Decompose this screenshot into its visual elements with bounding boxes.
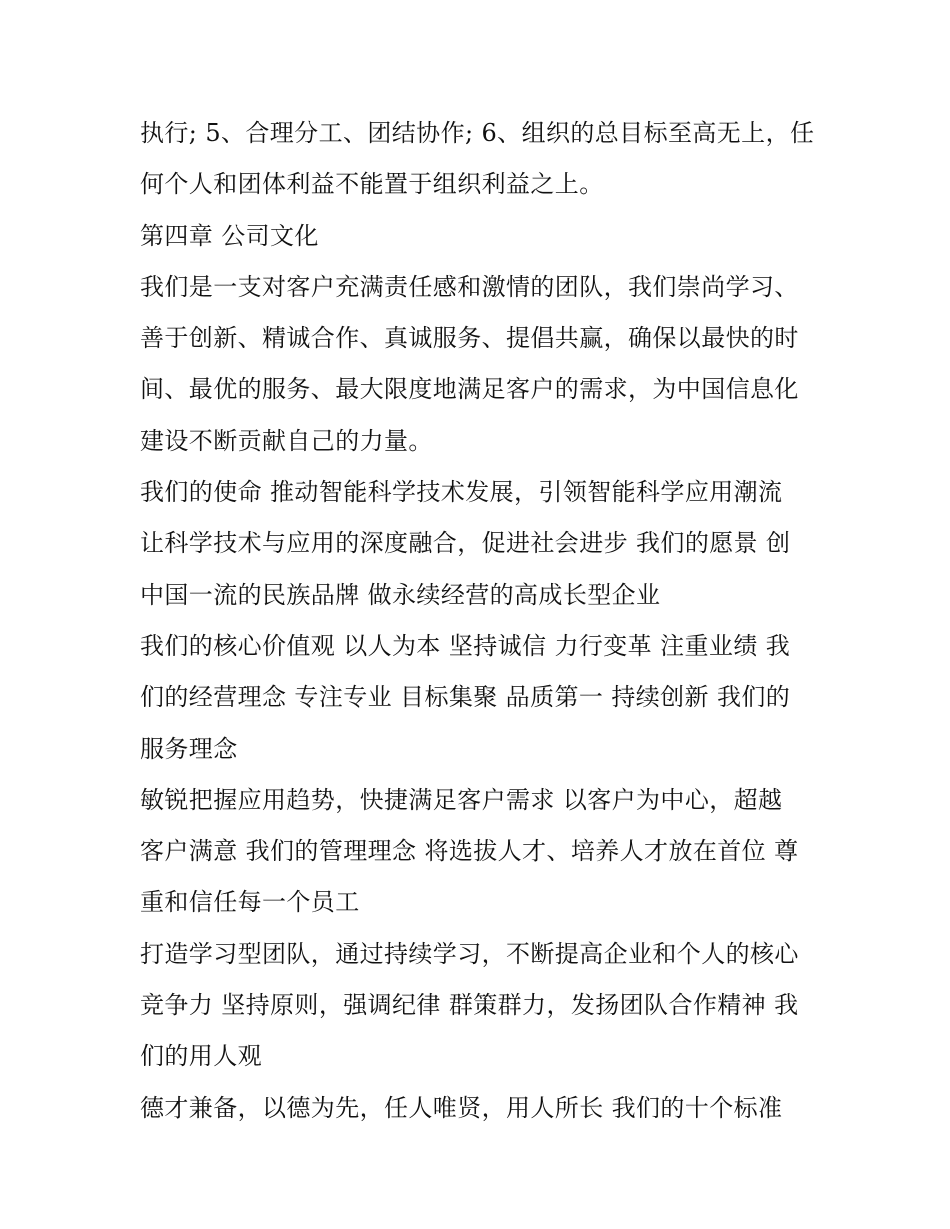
text-line: 服务理念 — [140, 734, 238, 763]
text-line: 重和信任每一个员工 — [140, 888, 360, 917]
text-line: 打造学习型团队，通过持续学习，不断提高企业和个人的核心 — [140, 939, 799, 968]
text-line: 敏锐把握应用趋势，快捷满足客户需求 以客户为中心，超越 — [140, 785, 783, 814]
document-body — [140, 108, 820, 1134]
text-line: 我们的使命 推动智能科学技术发展，引领智能科学应用潮流 — [140, 478, 783, 507]
text-line: 执行; 5、合理分工、团结协作; 6、组织的总目标至高无上，任 — [140, 119, 815, 147]
text-line: 让科学技术与应用的深度融合，促进社会进步 我们的愿景 创 — [140, 529, 791, 558]
text-line: 善于创新、精诚合作、真诚服务、提倡共赢，确保以最快的时 — [140, 324, 799, 353]
text-line: 我们是一支对客户充满责任感和激情的团队，我们崇尚学习、 — [140, 272, 799, 301]
text-line: 建设不断贡献自己的力量。 — [140, 426, 433, 455]
chapter-heading: 第四章 公司文化 — [140, 221, 319, 250]
text-line: 中国一流的民族品牌 做永续经营的高成长型企业 — [140, 580, 661, 609]
text-line: 何个人和团体利益不能置于组织利益之上。 — [140, 170, 604, 199]
text-line: 们的经营理念 专注专业 目标集聚 品质第一 持续创新 我们的 — [140, 683, 791, 712]
text-line: 客户满意 我们的管理理念 将选拔人才、培养人才放在首位 尊 — [140, 837, 799, 866]
text-line: 德才兼备，以德为先，任人唯贤，用人所长 我们的十个标准 — [140, 1093, 783, 1122]
text-line: 我们的核心价值观 以人为本 坚持诚信 力行变革 注重业绩 我 — [140, 631, 791, 660]
text-line: 们的用人观 — [140, 1042, 262, 1071]
text-line: 竞争力 坚持原则，强调纪律 群策群力，发扬团队合作精神 我 — [140, 991, 799, 1020]
text-line: 间、最优的服务、最大限度地满足客户的需求，为中国信息化 — [140, 375, 799, 404]
